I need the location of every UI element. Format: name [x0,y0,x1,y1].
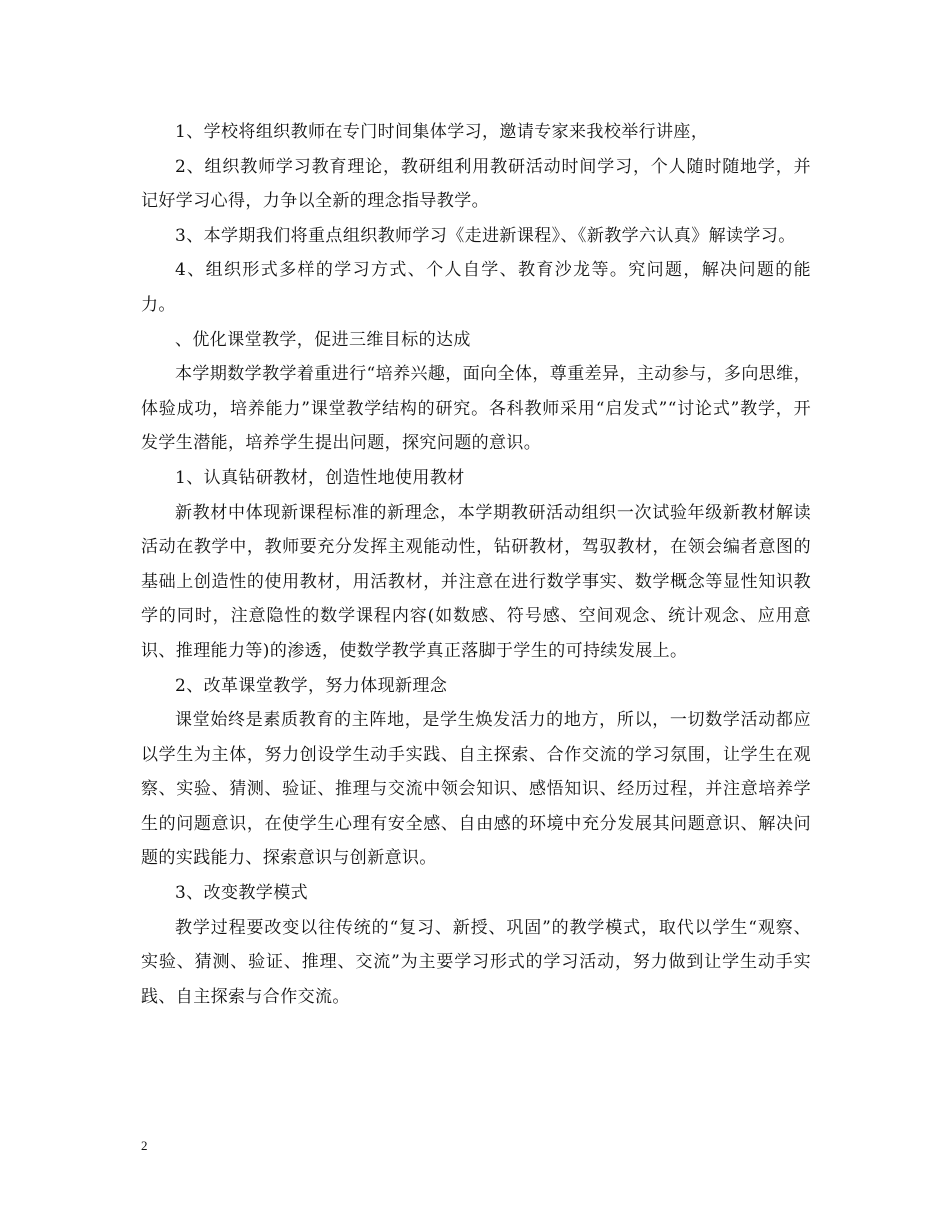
subheading-classroom-reform: 2、改革课堂教学，努力体现新理念 [175,675,448,696]
section-heading-classroom: 、优化课堂教学，促进三维目标的达成 [175,329,471,350]
paragraph-study-item-2: 2、组织教师学习教育理论，教研组利用教研活动时间学习，个人随时随地学，并记好学习心得，力争以全新的理念指导教学。 [141,156,811,212]
subheading-textbook-study: 1、认真钻研教材，创造性地使用教材 [175,467,465,488]
subheading-teaching-mode: 3、改变教学模式 [175,883,309,904]
paragraph-teaching-structure: 本学期数学教学着重进行“培养兴趣，面向全体，尊重差异，主动参与，多向思维，体验成功，培养能力”课堂教学结构的研究。各科教师采用“启发式”“讨论式”教学，开发学生潜能，培养学生提出问题，探究问题的意识。 [141,364,811,454]
paragraph-classroom-reform: 课堂始终是素质教育的主阵地，是学生焕发活力的地方，所以，一切数学活动都应以学生为主体，努力创设学生动手实践、自主探索、合作交流的学习氛围，让学生在观察、实验、猜测、验证、推理与交流中领会知识、感悟知识、经历过程，并注意培养学生的问题意识，在使学生心理有安全感、自由感的环境中充分发展其问题意识、解决问题的实践能力、探索意识与创新意识。 [141,710,811,869]
paragraph-study-item-4: 4、组织形式多样的学习方式、个人自学、教育沙龙等。究问题，解决问题的能力。 [141,260,811,315]
paragraph-teaching-mode: 教学过程要改变以往传统的“复习、新授、巩固”的教学模式，取代以学生“观察、实验、猜测、验证、推理、交流”为主要学习形式的学习活动，努力做到让学生动手实践、自主探索与合作交流。 [141,917,811,1007]
page-number: 2 [141,1138,148,1153]
paragraph-study-item-3: 3、本学期我们将重点组织教师学习《走进新课程》、《新教学六认真》解读学习。 [175,225,796,246]
paragraph-textbook-study: 新教材中体现新课程标准的新理念，本学期教研活动组织一次试验年级新教材解读活动在教学中，教师要充分发挥主观能动性，钻研教材，驾驭教材，在领会编者意图的基础上创造性的使用教材，用活教材，并注意在进行数学事实、数学概念等显性知识教学的同时，注意隐性的数学课程内容(如数感、符号感、空间观念、统计观念、应用意识、推理能力等)的渗透，使数学教学真正落脚于学生的可持续发展上。 [141,502,811,661]
document-body [141,115,811,1014]
paragraph-study-item-1: 1、学校将组织教师在专门时间集体学习，邀请专家来我校举行讲座， [175,122,709,142]
